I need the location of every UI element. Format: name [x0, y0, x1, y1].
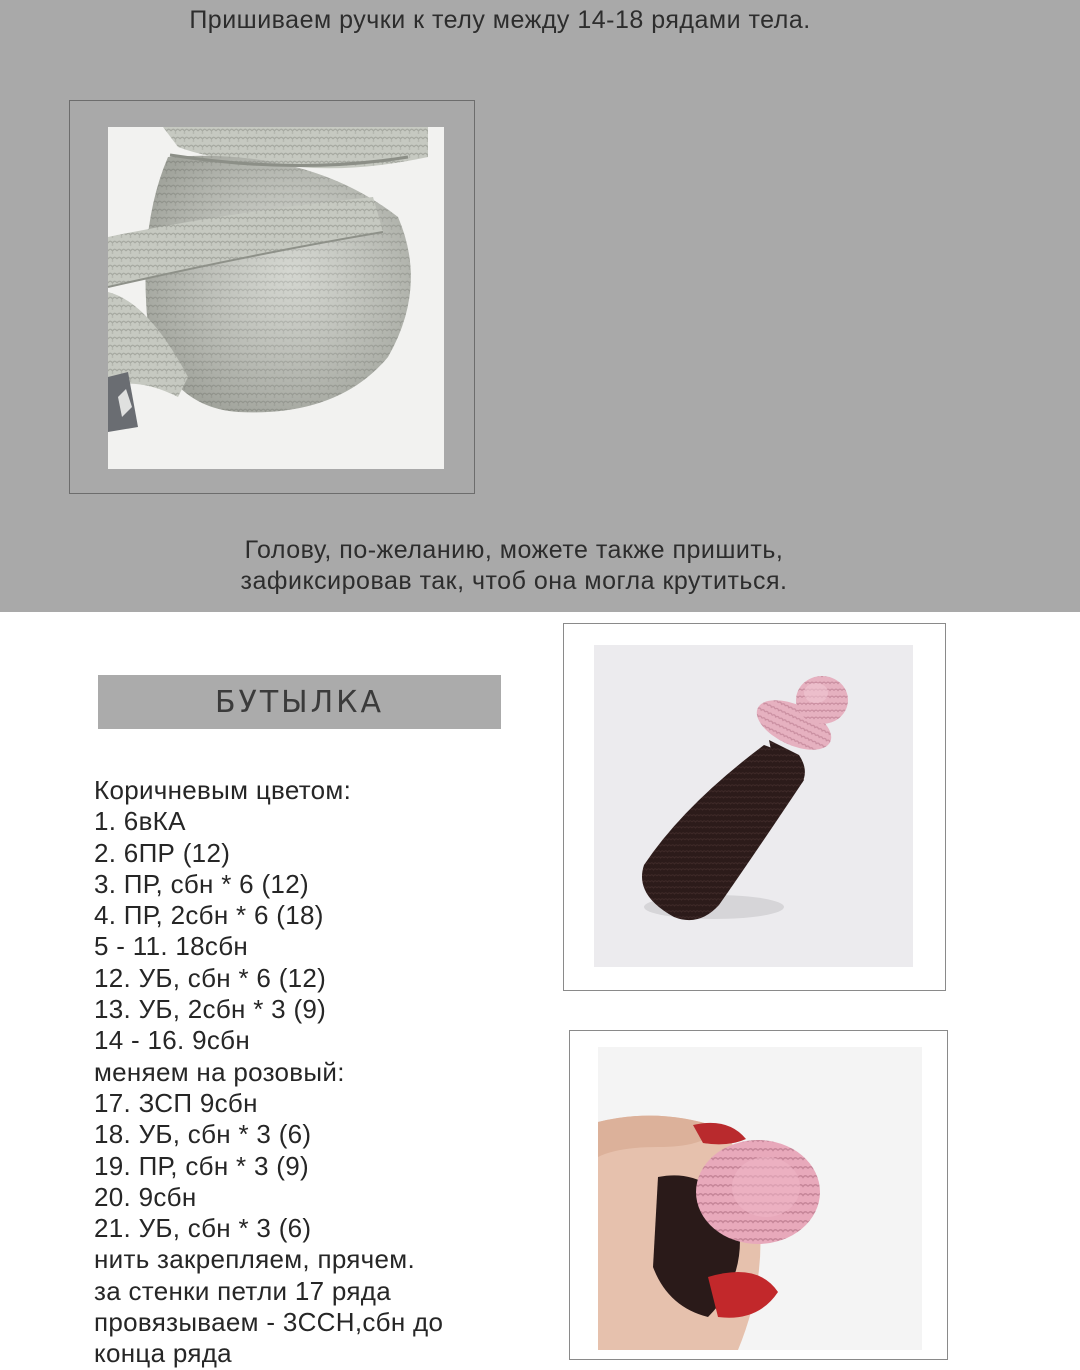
- head-note: [0, 535, 1028, 597]
- instruction-line: 3. ПР, сбн * 6 (12): [94, 868, 309, 899]
- instruction-line: нить закрепляем, прячем.: [94, 1244, 415, 1275]
- crochet-bottle-cap-photo-icon: [598, 1047, 922, 1350]
- instruction-line: 20. 9сбн: [94, 1181, 197, 1212]
- instruction-line: 2. 6ПР (12): [94, 837, 231, 868]
- instruction-line: 14 - 16. 9сбн: [94, 1025, 251, 1056]
- instruction-line: 1. 6вКА: [94, 806, 186, 837]
- instruction-line: 18. УБ, сбн * 3 (6): [94, 1119, 312, 1150]
- instruction-line: конца ряда: [94, 1338, 232, 1369]
- instruction-line: за стенки петли 17 ряда: [94, 1275, 392, 1306]
- bottle-instructions-list: [94, 775, 554, 1370]
- instruction-line: 12. УБ, сбн * 6 (12): [94, 962, 327, 993]
- crochet-bottle-photo-icon: [594, 645, 913, 967]
- instruction-line: 5 - 11. 18сбн: [94, 931, 249, 962]
- bottle-section-banner: [98, 675, 501, 729]
- sew-arms-caption: Пришиваем ручки к телу между 14-18 рядами тела.: [189, 6, 811, 34]
- head-note-line-2: зафиксировав так, чтоб она могла крутиться.: [240, 567, 788, 595]
- instruction-line: Коричневым цветом:: [94, 775, 352, 805]
- bottle-section-title: БУТЫЛКА: [214, 684, 385, 720]
- head-note-line-1: Голову, по-желанию, можете также пришить,: [244, 536, 784, 564]
- instruction-line: 4. ПР, 2сбн * 6 (18): [94, 900, 324, 931]
- instruction-line: провязываем - 3ССН,сбн до: [94, 1307, 444, 1338]
- crochet-body-arm-photo-icon: [108, 127, 444, 469]
- instruction-line: 21. УБ, сбн * 3 (6): [94, 1213, 312, 1244]
- instruction-line: 17. ЗСП 9сбн: [94, 1087, 258, 1118]
- instruction-line: 13. УБ, 2сбн * 3 (9): [94, 994, 327, 1025]
- instruction-line: 19. ПР, сбн * 3 (9): [94, 1150, 309, 1181]
- instruction-line: меняем на розовый:: [94, 1056, 345, 1087]
